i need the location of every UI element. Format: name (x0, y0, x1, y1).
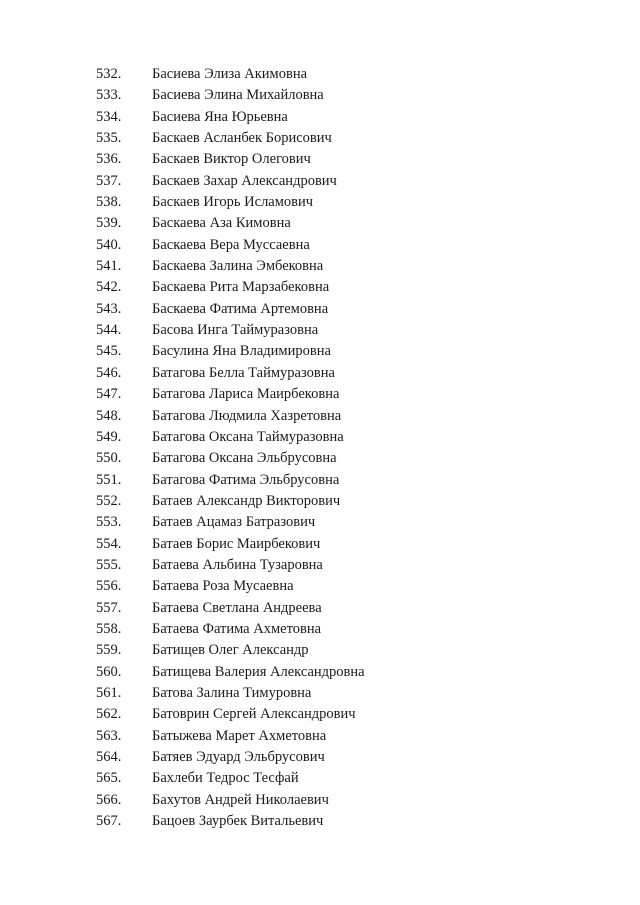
entry-name: Басиева Яна Юрьевна (152, 108, 288, 125)
list-item (0, 683, 640, 704)
list-item (0, 790, 640, 811)
entry-number: 543. (96, 300, 122, 317)
entry-number: 539. (96, 215, 122, 232)
entry-number: 540. (96, 236, 122, 253)
entry-number: 541. (96, 258, 122, 275)
entry-name: Батагова Фатима Эльбрусовна (152, 471, 340, 488)
entry-name: Батаева Светлана Андреева (152, 599, 322, 616)
entry-name: Баскаева Залина Эмбековна (152, 258, 324, 275)
entry-name: Баскаева Аза Кимовна (152, 215, 291, 232)
entry-name: Батагова Людмила Хазретовна (152, 407, 342, 424)
entry-name: Баскаева Рита Марзабековна (152, 279, 330, 296)
list-item (0, 107, 640, 128)
entry-number: 547. (96, 386, 122, 403)
list-item (0, 171, 640, 192)
entry-name: Баскаева Вера Муссаевна (152, 236, 310, 253)
entry-number: 562. (96, 706, 122, 723)
entry-number: 534. (96, 108, 122, 125)
entry-name: Басиева Элина Михайловна (152, 87, 324, 104)
entry-name: Басулина Яна Владимировна (152, 343, 331, 360)
list-item (0, 598, 640, 619)
entry-number: 538. (96, 194, 122, 211)
entry-name: Бацоев Заурбек Витальевич (152, 813, 324, 830)
entry-name: Баскаев Захар Александрович (152, 172, 337, 189)
list-item (0, 555, 640, 576)
entry-number: 535. (96, 130, 122, 147)
entry-name: Батагова Лариса Маирбековна (152, 386, 340, 403)
entry-name: Батова Залина Тимуровна (152, 684, 312, 701)
entry-name: Батаева Роза Мусаевна (152, 578, 294, 595)
entry-number: 555. (96, 556, 122, 573)
list-item (0, 299, 640, 320)
entry-number: 544. (96, 322, 122, 339)
list-item (0, 448, 640, 469)
entry-number: 556. (96, 578, 122, 595)
entry-name: Баскаев Виктор Олегович (152, 151, 311, 168)
list-item (0, 128, 640, 149)
entry-number: 563. (96, 727, 122, 744)
list-item (0, 192, 640, 213)
list-item (0, 512, 640, 533)
entry-name: Батищева Валерия Александровна (152, 663, 365, 680)
entry-name: Батяев Эдуард Эльбрусович (152, 749, 325, 765)
entry-number: 550. (96, 450, 122, 467)
entry-number: 536. (96, 151, 122, 168)
entry-number: 559. (96, 642, 122, 659)
list-item (0, 768, 640, 789)
entry-name: Батаев Александр Викторович (152, 492, 341, 509)
entry-name: Баскаева Фатима Артемовна (152, 300, 329, 317)
entry-number: 566. (96, 791, 122, 808)
list-item (0, 576, 640, 597)
entry-name: Батыжева Марет Ахметовна (152, 727, 327, 744)
entry-name: Батаева Альбина Тузаровна (152, 556, 323, 573)
list-item (0, 619, 640, 640)
entry-number: 560. (96, 663, 122, 680)
entry-number: 549. (96, 428, 122, 445)
entry-name: Батищев Олег Александр (152, 642, 309, 659)
list-item (0, 427, 640, 448)
entry-number: 553. (96, 514, 122, 531)
list-item (0, 85, 640, 106)
entry-number: 548. (96, 407, 122, 424)
list-item (0, 704, 640, 725)
entry-number: 561. (96, 684, 122, 701)
list-item (0, 534, 640, 555)
list-item (0, 384, 640, 405)
entry-number: 532. (96, 66, 122, 82)
entry-number: 565. (96, 770, 122, 787)
entry-name: Баскаев Асланбек Борисович (152, 130, 332, 147)
entry-number: 552. (96, 492, 122, 509)
list-item (0, 277, 640, 298)
entry-number: 564. (96, 749, 122, 765)
list-item (0, 235, 640, 256)
entry-name: Батоврин Сергей Александрович (152, 706, 356, 723)
entry-name: Батагова Белла Таймуразовна (152, 364, 335, 381)
list-item (0, 640, 640, 661)
list-item (0, 662, 640, 683)
list-item (0, 470, 640, 491)
list-item (0, 811, 640, 832)
entry-name: Бахутов Андрей Николаевич (152, 791, 329, 808)
entry-name: Баскаев Игорь Исламович (152, 194, 314, 211)
list-item (0, 747, 640, 768)
list-item (0, 213, 640, 234)
entry-number: 546. (96, 364, 122, 381)
list-item (0, 406, 640, 427)
entry-number: 545. (96, 343, 122, 360)
list-item (0, 341, 640, 362)
name-list (0, 64, 640, 832)
entry-name: Басиева Элиза Акимовна (152, 66, 308, 82)
entry-name: Басова Инга Таймуразовна (152, 322, 319, 339)
list-item (0, 363, 640, 384)
list-item (0, 256, 640, 277)
list-item (0, 491, 640, 512)
entry-name: Батагова Оксана Таймуразовна (152, 428, 344, 445)
list-item (0, 320, 640, 341)
entry-number: 551. (96, 471, 122, 488)
entry-number: 558. (96, 620, 122, 637)
entry-number: 542. (96, 279, 122, 296)
entry-name: Бахлеби Тедрос Тесфай (152, 770, 299, 787)
entry-number: 537. (96, 172, 122, 189)
entry-name: Батаев Борис Маирбекович (152, 535, 321, 552)
list-item (0, 64, 640, 85)
entry-name: Батаев Ацамаз Батразович (152, 514, 316, 531)
list-item (0, 726, 640, 747)
entry-name: Батаева Фатима Ахметовна (152, 620, 322, 637)
entry-number: 557. (96, 599, 122, 616)
entry-number: 567. (96, 813, 122, 830)
entry-name: Батагова Оксана Эльбрусовна (152, 450, 337, 467)
entry-number: 533. (96, 87, 122, 104)
entry-number: 554. (96, 535, 122, 552)
list-item (0, 149, 640, 170)
